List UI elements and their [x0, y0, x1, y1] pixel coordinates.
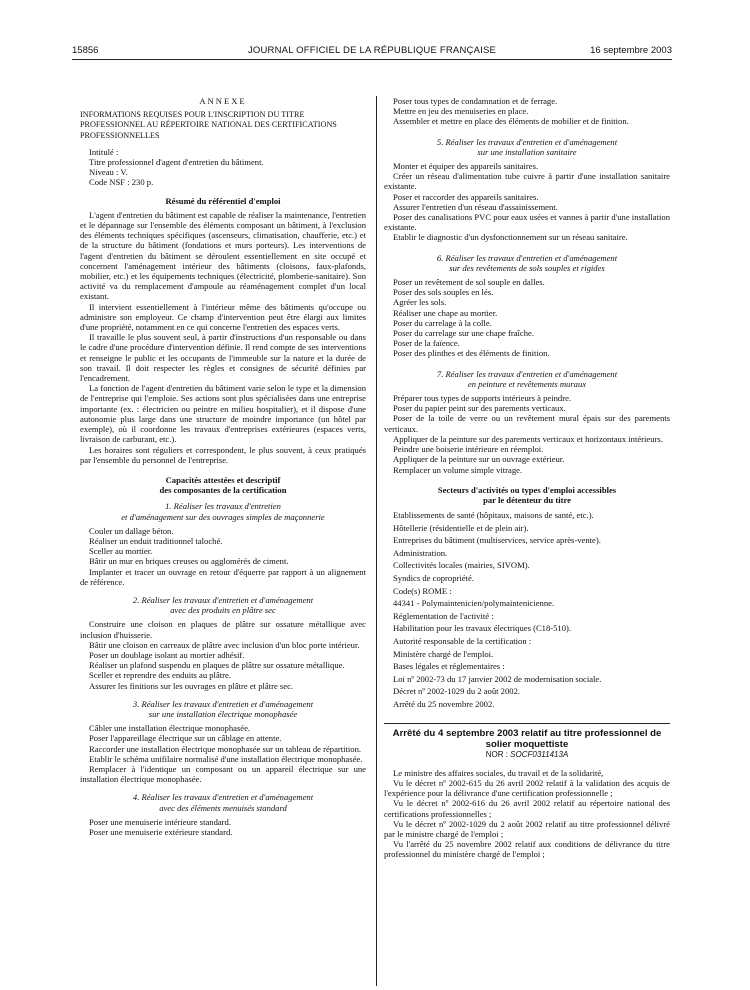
list-item: Assembler et mettre en place des éléments de mobilier et de finition. — [393, 116, 629, 127]
page-header — [72, 45, 672, 59]
list-item: Administration. — [393, 547, 448, 558]
nor-label: NOR : — [485, 749, 508, 759]
list-item: Poser une menuiserie extérieure standard. — [89, 827, 233, 837]
list-item: Bâtir une cloison en carreaux de plâtre avec inclusion d'un bloc porte intérieur. — [89, 639, 360, 650]
list-item: Appliquer de la peinture sur des parements verticaux et horizontaux intérieurs. — [393, 433, 663, 444]
arrete-block — [384, 723, 670, 760]
list-item: Hôtellerie (résidentielle et de plein air). — [393, 522, 529, 533]
arrete-paragraph: Le ministre des affaires sociales, du travail et de la solidarité, — [393, 767, 604, 778]
arrete-paragraph: Vu le décret nº 2002-615 du 26 avril 2002 relatif à la validation des acquis de l'expérience pour la délivrance d'une certification professionnelle ; — [384, 778, 670, 799]
list-item: 44341 - Polymaintenicien/polymaintenicienne. — [393, 598, 555, 609]
code-nsf: Code NSF : 230 p. — [89, 177, 154, 188]
list-item: Agréer les sols. — [393, 297, 447, 308]
list-item: Poser des sols souples en lés. — [393, 287, 494, 298]
niveau: Niveau : V. — [89, 167, 128, 178]
list-item: Etablir le diagnostic d'un dysfonctionnement sur un réseau sanitaire. — [393, 232, 628, 243]
list-item: Réaliser un plafond suspendu en plaques de plâtre sur ossature métallique. — [89, 660, 345, 671]
capacites-title: Capacités attestées et descriptif — [165, 474, 281, 485]
list-item: Sceller au mortier. — [89, 546, 153, 557]
capacites-title: des composantes de la certification — [159, 485, 287, 496]
right-column — [384, 96, 670, 860]
annexe-heading: ANNEXE — [199, 96, 247, 106]
list-item: Monter et équiper des appareils sanitaires. — [393, 161, 539, 172]
list-item: Poser une menuiserie intérieure standard. — [89, 816, 231, 827]
list-item: Habilitation pour les travaux électriques (C18-510). — [393, 623, 572, 634]
resume-title: Résumé du référentiel d'emploi — [165, 195, 281, 206]
list-item: Ministère chargé de l'emploi. — [393, 648, 494, 659]
list-item: Poser de la toile de verre ou un revêtement mural épais sur des parements verticaux. — [384, 413, 670, 434]
list-item: Raccorder une installation électrique monophasée sur un tableau de répartition. — [89, 743, 362, 754]
journal-title: JOURNAL OFFICIEL DE LA RÉPUBLIQUE FRANÇAISE — [247, 45, 497, 56]
resume-paragraph: Les horaires sont réguliers et correspondent, le plus souvent, à ceux pratiqués par l'ensemble du personnel de l'entreprise. — [80, 444, 366, 465]
list-item: Code(s) ROME : — [393, 585, 452, 596]
list-item: Sceller et reprendre des enduits au plâtre. — [89, 670, 231, 681]
nor-value: SOCF0311413A — [510, 749, 569, 759]
list-item: Appliquer de la peinture sur un ouvrage extérieur. — [393, 454, 565, 465]
section-title: avec des éléments menuisés standard — [159, 802, 287, 813]
arrete-title: Arrêté du 4 septembre 2003 relatif au titre professionnel de solier moquettiste — [392, 727, 662, 750]
section-title: 2. Réaliser les travaux d'entretien et d'aménagement — [132, 594, 314, 605]
list-item: Poser des canalisations PVC pour eaux usées et vannes à partir d'une installation existante. — [384, 212, 670, 233]
section-title: 6. Réaliser les travaux d'entretien et d'aménagement — [436, 252, 618, 263]
resume-paragraph: L'agent d'entretien du bâtiment est capable de réaliser la maintenance, l'entretien et le dépannage sur l'ensemble des éléments composant un bâtiment, à l'exclusion des éléments techniques spécifiques (ascenseurs, climatisation, chaufferie, etc.) et de la structure du bâtiment (fondations et murs porteurs). Les interventions de l'agent d'entretien du bâtiment se déroulent essentiellement en site occupé et concernent l'aménagement intérieur des bâtiments (cloisons, faux-plafonds, mobilier, etc.) et les équipements techniques (électricité, plomberie-sanitaire). Son activité va du remplacement d'ampoule au réaménagement complet d'un local existant. — [80, 209, 366, 302]
list-item: Poser des plinthes et des éléments de finition. — [393, 348, 550, 359]
list-item: Préparer tous types de supports intérieurs à peindre. — [393, 393, 572, 404]
list-item: Construire une cloison en plaques de plâtre sur ossature métallique avec inclusion d'huisserie. — [80, 619, 366, 640]
arrete-paragraph: Vu le décret nº 2002-1029 du 2 août 2002 relatif au titre professionnel délivré par le ministre chargé de l'emploi ; — [384, 818, 670, 840]
list-item: Poser tous types de condamnation et de ferrage. — [393, 96, 558, 106]
list-item: Poser un revêtement de sol souple en dalles. — [393, 277, 545, 288]
list-item: Réaliser un enduit traditionnel taloché. — [89, 535, 223, 546]
list-item: Couler un dallage béton. — [89, 525, 174, 536]
list-item: Poser de la faïence. — [393, 338, 460, 349]
list-item: Poser du papier peint sur des parements verticaux. — [393, 403, 566, 414]
list-item: Assurer l'entretien d'un réseau d'assainissement. — [393, 201, 558, 212]
info-title: INFORMATIONS REQUISES POUR L'INSCRIPTION DU TITRE PROFESSIONNEL AU RÉPERTOIRE NATIONAL DES CERTIFICATIONS PROFESSIONNELLES — [80, 110, 337, 140]
section-title: 3. Réaliser les travaux d'entretien et d'aménagement — [132, 698, 314, 709]
section-title: 4. Réaliser les travaux d'entretien et d'aménagement — [132, 792, 314, 803]
section-title: sur une installation sanitaire — [477, 146, 577, 157]
list-item: Réaliser une chape au mortier. — [393, 307, 498, 318]
intitule-label: Intitulé : — [89, 146, 119, 157]
header-rule — [72, 59, 672, 60]
list-item: Réglementation de l'activité : — [393, 610, 494, 621]
issue-date: 16 septembre 2003 — [590, 45, 672, 56]
section-title: sur des revêtements de sols souples et rigides — [449, 262, 605, 273]
list-item: Remplacer à l'identique un composant ou un appareil électrique sur une installation électrique monophasée. — [80, 763, 366, 785]
section-title: et d'aménagement sur des ouvrages simples de maçonnerie — [121, 511, 325, 522]
list-item: Mettre en jeu des menuiseries en place. — [393, 106, 529, 117]
list-item: Etablir le schéma unifilaire normalisé d'une installation électrique monophasée. — [89, 753, 363, 764]
list-item: Décret nº 2002-1029 du 2 août 2002. — [393, 686, 521, 697]
list-item: Poser et raccorder des appareils sanitaires. — [393, 191, 539, 202]
resume-paragraph: Il intervient essentiellement à l'intérieur même des bâtiments qu'occupe ou administre son employeur. Ce champ d'intervention peut être élargi aux limites d'une propriété, notamment en ce qui concerne l'entretien des espaces verts. — [80, 301, 366, 333]
resume-paragraph: Il travaille le plus souvent seul, à partir d'instructions d'un responsable ou dans le cadre d'une procédure d'intervention définie. Il rend compte de ses interventions et renseigne le public et les occupants de l'immeuble sur la nature et la durée de son travail. Il doit respecter les règles et consignes de sécurité définies par l'encadrement. — [80, 332, 366, 384]
list-item: Collectivités locales (mairies, SIVOM). — [393, 560, 530, 571]
list-item: Remplacer un volume simple vitrage. — [393, 464, 523, 475]
list-item: Poser l'appareillage électrique sur un câblage en attente. — [89, 733, 282, 744]
list-item: Assurer les finitions sur les ouvrages en plâtre et plâtre sec. — [89, 680, 294, 691]
arrete-paragraph: Vu le décret nº 2002-616 du 26 avril 2002 relatif au répertoire national des certifications professionnelles ; — [384, 798, 670, 819]
arrete-paragraph: Vu l'arrêté du 25 novembre 2002 relatif aux conditions de délivrance du titre professionnel du ministère chargé de l'emploi ; — [384, 839, 670, 860]
intitule-value: Titre professionnel d'agent d'entretien du bâtiment. — [89, 157, 264, 168]
list-item: Créer un réseau d'alimentation tube cuivre à partir d'une installation sanitaire existante. — [384, 171, 670, 192]
section-title: avec des produits en plâtre sec — [170, 605, 276, 616]
list-item: Loi nº 2002-73 du 17 janvier 2002 de modernisation sociale. — [393, 673, 602, 684]
section-title: en peinture et revêtements muraux — [467, 378, 587, 389]
list-item: Poser du carrelage sur une chape fraîche. — [393, 328, 535, 339]
list-item: Implanter et tracer un ouvrage en retour d'équerre par rapport à un alignement de référence. — [80, 566, 366, 587]
section-title: 1. Réaliser les travaux d'entretien — [165, 501, 281, 512]
section-title: sur une installation électrique monophasée — [148, 708, 298, 719]
list-item: Etablissements de santé (hôpitaux, maisons de santé, etc.). — [393, 510, 594, 521]
list-item: Autorité responsable de la certification : — [393, 636, 532, 647]
list-item: Bases légales et réglementaires : — [393, 661, 505, 672]
list-item: Poser un doublage isolant au mortier adhésif. — [89, 649, 245, 660]
resume-paragraph: La fonction de l'agent d'entretien du bâtiment varie selon le type et la dimension de l'entreprise qui l'emploie. Ses actions sont plus spécialisées dans une entreprise importante (ex. : électricien ou peintre en milieu hospitalier), et il dispose d'une autonomie plus large dans une structure de moindre importance (un hôtel par exemple), où il coordonne les travaux d'entreprises extérieures (espaces verts, livraison de carburant, etc.). — [80, 383, 366, 445]
list-item: Entreprises du bâtiment (multiservices, service après-vente). — [393, 535, 601, 546]
list-item: Syndics de copropriété. — [393, 573, 474, 584]
page-number: 15856 — [72, 45, 99, 56]
list-item: Poser du carrelage à la colle. — [393, 317, 492, 328]
list-item: Bâtir un mur en briques creuses ou agglomérés de ciment. — [89, 556, 289, 567]
secteurs-title: Secteurs d'activités ou types d'emploi accessibles — [437, 484, 617, 495]
section-title: 7. Réaliser les travaux d'entretien et d'aménagement — [436, 368, 618, 379]
column-divider — [376, 96, 377, 986]
nor-line — [384, 750, 670, 760]
list-item: Arrêté du 25 novembre 2002. — [393, 699, 495, 710]
secteurs-title: par le détenteur du titre — [483, 494, 571, 505]
left-column — [80, 96, 366, 837]
list-item: Peindre une boiserie intérieure en réemploi. — [393, 444, 544, 455]
section-title: 5. Réaliser les travaux d'entretien et d'aménagement — [436, 136, 618, 147]
list-item: Câbler une installation électrique monophasée. — [89, 723, 251, 734]
